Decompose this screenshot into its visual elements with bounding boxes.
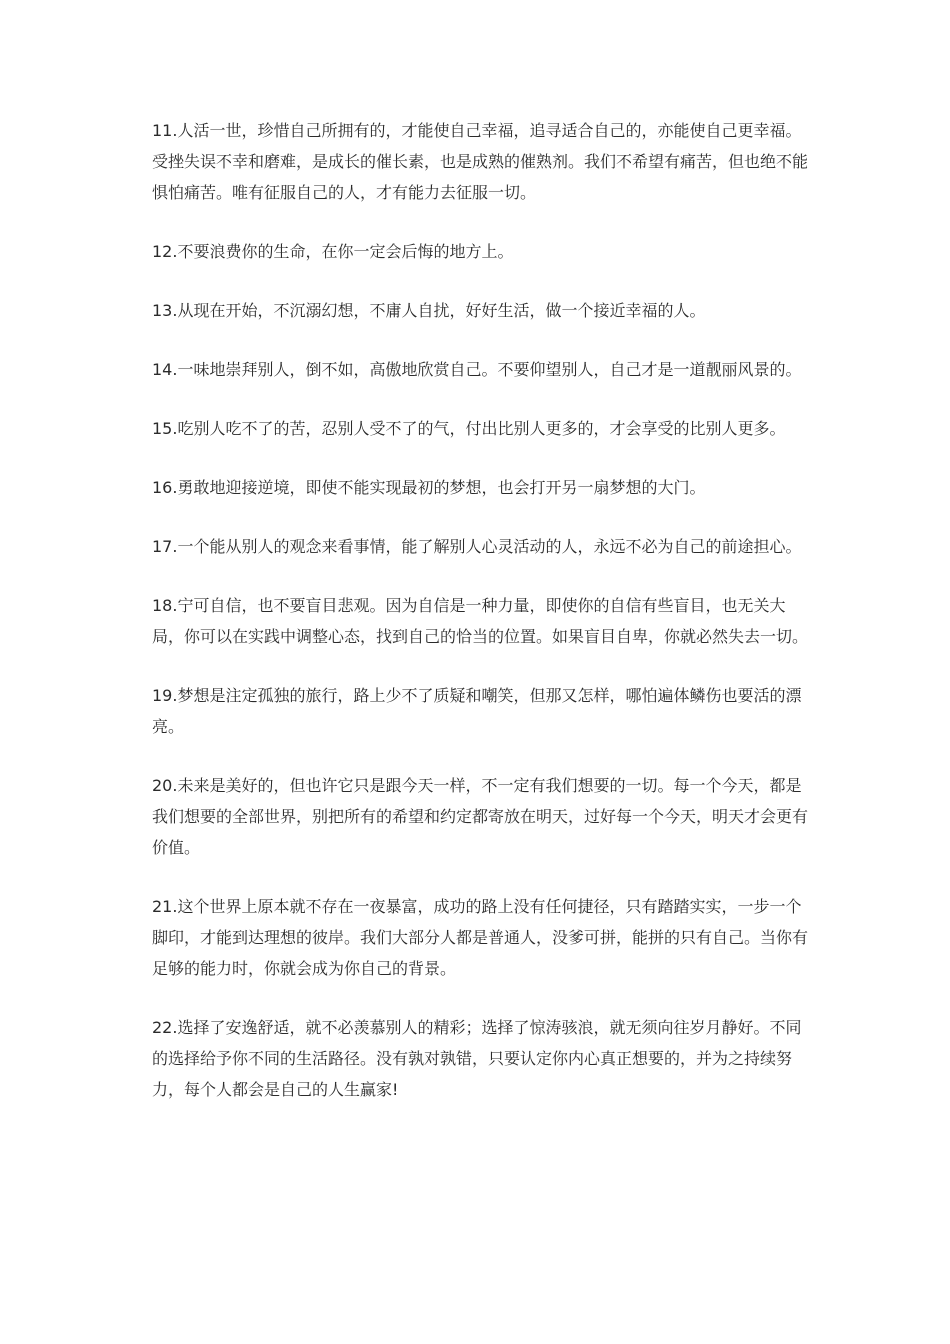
document-body: [152, 115, 812, 1133]
paragraph-21: 21.这个世界上原本就不存在一夜暴富，成功的路上没有任何捷径，只有踏踏实实，一步一个脚印，才能到达理想的彼岸。我们大部分人都是普通人，没爹可拼，能拼的只有自己。当你有足够的能力时，你就会成为你自己的背景。: [152, 897, 809, 978]
paragraph-12: 12.不要浪费你的生命，在你一定会后悔的地方上。: [152, 242, 514, 261]
paragraph-18: 18.宁可自信，也不要盲目悲观。因为自信是一种力量，即使你的自信有些盲目，也无关大局，你可以在实践中调整心态，找到自己的恰当的位置。如果盲目自卑，你就必然失去一切。: [152, 596, 809, 646]
paragraph-17: 17.一个能从别人的观念来看事情，能了解别人心灵活动的人，永远不必为自己的前途担心。: [152, 537, 802, 556]
paragraph-19: 19.梦想是注定孤独的旅行，路上少不了质疑和嘲笑，但那又怎样，哪怕遍体鳞伤也要活的漂亮。: [152, 686, 802, 736]
paragraph-20: 20.未来是美好的，但也许它只是跟今天一样，不一定有我们想要的一切。每一个今天，都是我们想要的全部世界，别把所有的希望和约定都寄放在明天，过好每一个今天，明天才会更有价值。: [152, 776, 809, 857]
paragraph-14: 14.一味地崇拜别人，倒不如，高傲地欣赏自己。不要仰望别人，自己才是一道靓丽风景的。: [152, 360, 802, 379]
paragraph-11: 11.人活一世，珍惜自己所拥有的，才能使自己幸福，追寻适合自己的，亦能使自己更幸福。受挫失误不幸和磨难，是成长的催长素，也是成熟的催熟剂。我们不希望有痛苦，但也绝不能惧怕痛苦。唯有征服自己的人，才有能力去征服一切。: [152, 121, 809, 202]
paragraph-22: 22.选择了安逸舒适，就不必羡慕别人的精彩；选择了惊涛骇浪，就无须向往岁月静好。不同的选择给予你不同的生活路径。没有孰对孰错，只要认定你内心真正想要的，并为之持续努力，每个人都会是自己的人生赢家!: [152, 1018, 802, 1099]
paragraph-13: 13.从现在开始，不沉溺幻想，不庸人自扰，好好生活，做一个接近幸福的人。: [152, 301, 706, 320]
paragraph-15: 15.吃别人吃不了的苦，忍别人受不了的气，付出比别人更多的，才会享受的比别人更多。: [152, 419, 786, 438]
paragraph-16: 16.勇敢地迎接逆境，即使不能实现最初的梦想，也会打开另一扇梦想的大门。: [152, 478, 706, 497]
